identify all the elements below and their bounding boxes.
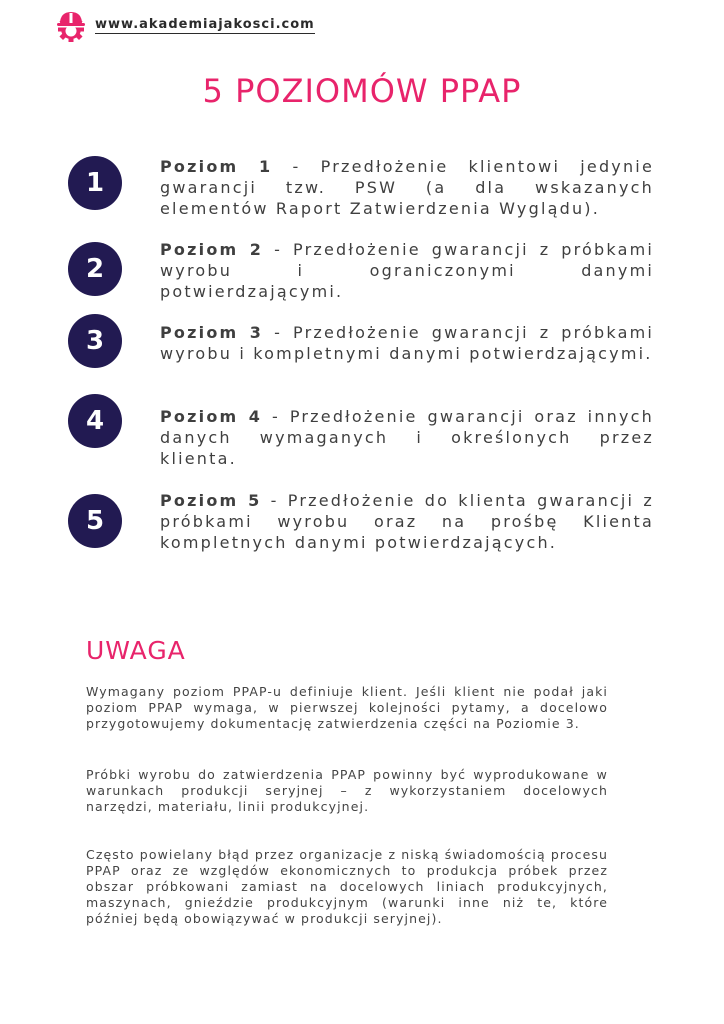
level-body: - Przedłożenie do klienta gwarancji z próbkami wyrobu oraz na prośbę Klienta kompletnych danymi potwierdzających. <box>160 491 654 552</box>
page-title: 5 POZIOMÓW PPAP <box>202 72 522 110</box>
level-body: - Przedłożenie gwarancji z próbkami wyrobu i kompletnymi danymi potwierdzającymi. <box>160 323 655 363</box>
level-title: Poziom 4 <box>160 407 263 426</box>
level-description <box>160 156 654 219</box>
level-title: Poziom 3 <box>160 323 264 342</box>
level-description <box>160 406 654 469</box>
note-paragraph: Wymagany poziom PPAP-u definiuje klient. Jeśli klient nie podał jaki poziom PPAP wymaga, w pierwszej kolejności pytamy, a docelowo przygotowujemy dokumentację zatwierdzenia części na Poziomie 3. <box>86 684 608 731</box>
level-number-badge: 4 <box>68 394 122 448</box>
level-item-2 <box>68 239 654 319</box>
level-body: - Przedłożenie gwarancji oraz innych danych wymaganych i określonych przez klienta. <box>160 407 655 468</box>
helmet-gear-icon <box>54 9 88 43</box>
note-title: UWAGA <box>86 636 186 665</box>
level-number-badge: 3 <box>68 314 122 368</box>
level-item-1 <box>68 156 654 236</box>
level-title: Poziom 1 <box>160 157 273 176</box>
level-body: - Przedłożenie klientowi jedynie gwarancji tzw. PSW (a dla wskazanych elementów Raport Zatwierdzenia Wyglądu). <box>160 157 654 218</box>
level-title: Poziom 2 <box>160 240 264 259</box>
note-paragraph: Często powielany błąd przez organizacje z niską świadomością procesu PPAP oraz ze względów ekonomicznych to produkcja próbek przez obszar próbkowani zamiast na docelowych liniach produkcyjnych, maszynach, gnieździe produkcyjnym (warunki inne niż te, które później będą obowiązywać w produkcji seryjnej). <box>86 847 608 926</box>
level-item-4 <box>68 406 654 486</box>
level-item-3 <box>68 322 654 402</box>
header <box>54 6 315 46</box>
note-paragraph: Próbki wyrobu do zatwierdzenia PPAP powinny być wyprodukowane w warunkach produkcji seryjnej – z wykorzystaniem docelowych narzędzi, materiału, linii produkcyjnej. <box>86 767 608 814</box>
level-description <box>160 490 654 553</box>
level-number-badge: 1 <box>68 156 122 210</box>
site-url-link[interactable]: www.akademiajakosci.com <box>95 17 315 32</box>
level-item-5 <box>68 490 654 570</box>
level-title: Poziom 5 <box>160 491 262 510</box>
level-number-badge: 2 <box>68 242 122 296</box>
level-number-badge: 5 <box>68 494 122 548</box>
level-body: - Przedłożenie gwarancji z próbkami wyrobu i ograniczonymi danymi potwierdzającymi. <box>160 240 655 301</box>
level-description <box>160 322 654 364</box>
level-description <box>160 239 654 302</box>
